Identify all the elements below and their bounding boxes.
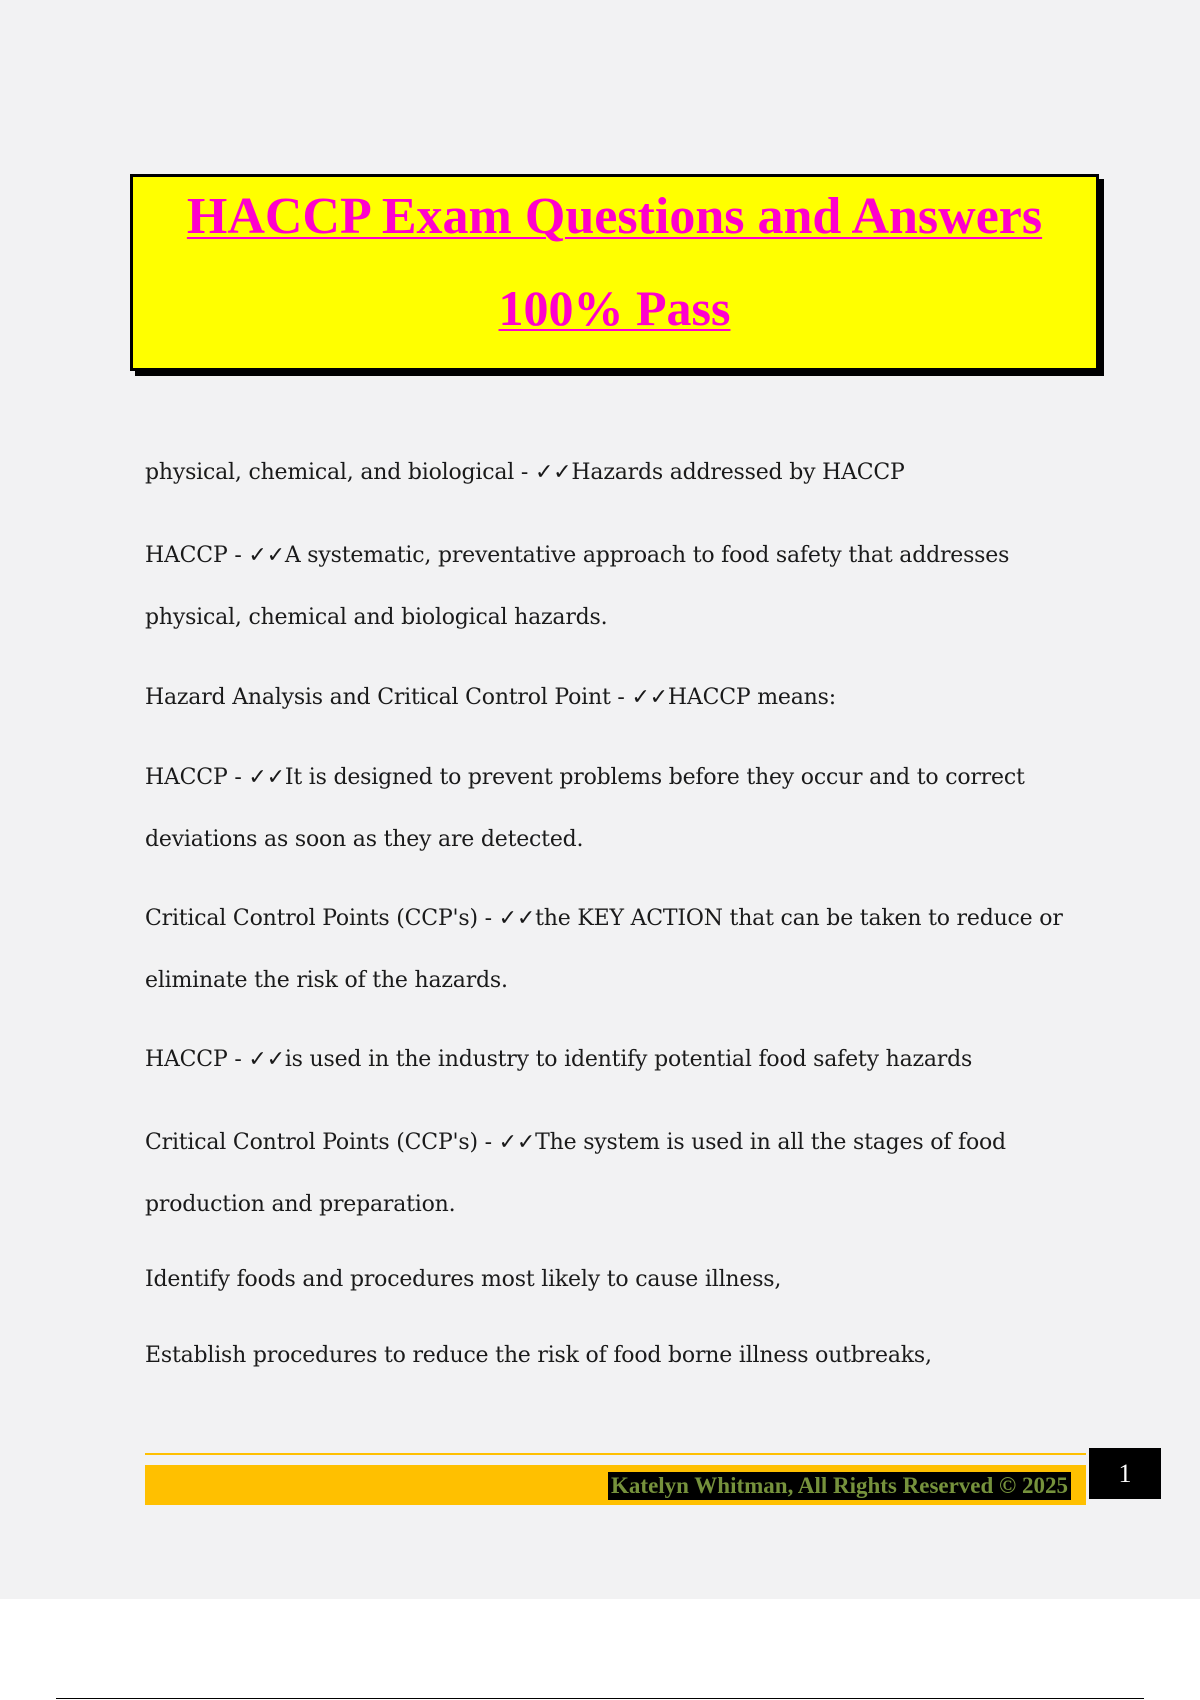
qa-line: eliminate the risk of the hazards. [145,968,508,993]
qa-line: HACCP - ✓✓is used in the industry to identify potential food safety hazards [145,1047,973,1072]
copyright-text: Katelyn Whitman, All Rights Reserved © 2025 [608,1472,1071,1500]
qa-line: HACCP - ✓✓A systematic, preventative approach to food safety that addresses [145,543,1010,568]
qa-line: Hazard Analysis and Critical Control Point - ✓✓HACCP means: [145,685,836,710]
qa-line: Identify foods and procedures most likely to cause illness, [145,1267,782,1292]
qa-line: Critical Control Points (CCP's) - ✓✓the KEY ACTION that can be taken to reduce or [145,906,1063,931]
qa-line: Establish procedures to reduce the risk of food borne illness outbreaks, [145,1343,932,1368]
qa-line: deviations as soon as they are detected. [145,827,584,852]
qa-line: Critical Control Points (CCP's) - ✓✓The system is used in all the stages of food [145,1130,1006,1155]
footer-divider [145,1453,1086,1455]
document-title: HACCP Exam Questions and Answers [186,188,1043,245]
qa-line: production and preparation. [145,1192,456,1217]
page-bottom-rule [56,1698,1144,1699]
document-subtitle: 100% Pass [498,280,731,336]
qa-line: physical, chemical, and biological - ✓✓Hazards addressed by HACCP [145,460,905,485]
page-number: 1 [1089,1448,1161,1499]
qa-line: HACCP - ✓✓It is designed to prevent problems before they occur and to correct [145,765,1025,790]
qa-line: physical, chemical and biological hazards. [145,605,608,630]
title-box [130,174,1099,371]
footer-bar [145,1465,1086,1505]
